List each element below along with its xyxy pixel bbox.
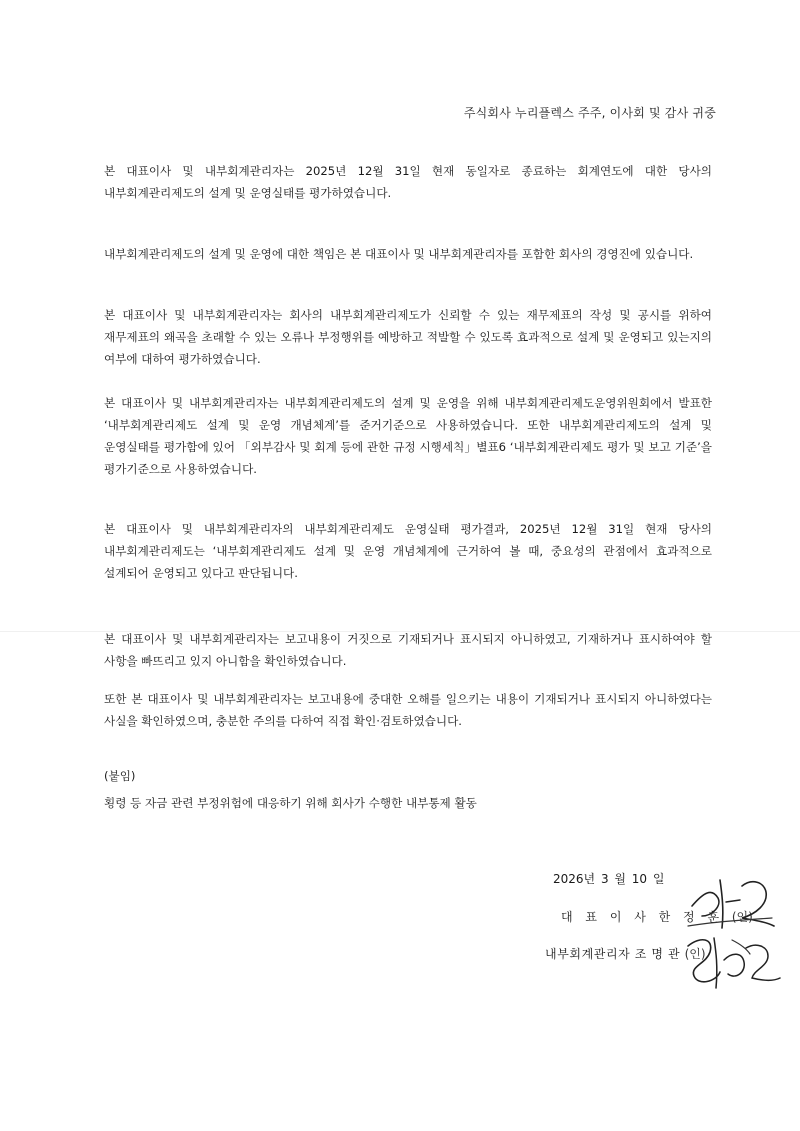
ceo-seal: (인) — [731, 910, 753, 924]
paragraph-scope: 본 대표이사 및 내부회계관리자는 2025년 12월 31일 현재 동일자로 종료하는 회계연도에 대한 당사의 내부회계관리제도의 설계 및 운영실태를 평가하였습니다. — [104, 164, 712, 200]
attachment-item: 횡령 등 자금 관련 부정위험에 대응하기 위해 회사가 수행한 내부통제 활동 — [104, 796, 477, 810]
ceo-signatory — [561, 908, 753, 925]
paragraph-conclusion: 본 대표이사 및 내부회계관리자의 내부회계관리제도 운영실태 평가결과, 2025년 12월 31일 현재 당사의 내부회계관리제도는 ‘내부회계관리제도 설계 및 운영 개념체계에 근거하여 볼 때, 중요성의 관점에서 효과적으로 설계되어 운영되고 있다고 판단됩니다. — [104, 522, 712, 580]
ceo-title-name: 대 표 이 사 한 정 훈 — [561, 910, 724, 924]
paragraph-evaluation-purpose: 본 대표이사 및 내부회계관리자는 회사의 내부회계관리제도가 신뢰할 수 있는 재무제표의 작성 및 공시를 위하여 재무제표의 왜곡을 초래할 수 있는 오류나 부정행위를 예방하고 적발할 수 있도록 효과적으로 설계 및 운영되고 있는지의 여부에 대하여 평가하였습니다. — [104, 308, 712, 366]
paragraph-responsibility: 내부회계관리제도의 설계 및 운영에 대한 책임은 본 대표이사 및 내부회계관리자를 포함한 회사의 경영진에 있습니다. — [104, 247, 694, 261]
paragraph-due-care: 또한 본 대표이사 및 내부회계관리자는 보고내용에 중대한 오해를 일으키는 내용이 기재되거나 표시되지 아니하였다는 사실을 확인하였으며, 충분한 주의를 다하여 직접 확인·검토하였습니다. — [104, 692, 712, 728]
ico-title-name: 내부회계관리자 조 명 관 — [545, 947, 681, 961]
paragraph-criteria: 본 대표이사 및 내부회계관리자는 내부회계관리제도의 설계 및 운영을 위해 내부회계관리제도운영위원회에서 발표한 ‘내부회계관리제도 설계 및 운영 개념체계’를 준거기준으로 사용하였습니다. 또한 내부회계관리제도의 설계 및 운영실태를 평가함에 있어 「외부감사 및 회계 등에 관한 규정 시행세칙」별표6 ‘내부회계관리제도 평가 및 보고 기준’을 평가기준으로 사용하였습니다. — [104, 396, 712, 476]
ico-seal: (인) — [684, 947, 706, 961]
report-date: 2026년 3 월 10 일 — [553, 872, 665, 886]
attachment-label: (붙임) — [104, 769, 136, 783]
recipient-line: 주식회사 누리플렉스 주주, 이사회 및 감사 귀중 — [463, 106, 716, 120]
ico-signatory — [545, 945, 706, 962]
paragraph-confirmation: 본 대표이사 및 내부회계관리자는 보고내용이 거짓으로 기재되거나 표시되지 아니하였고, 기재하거나 표시하여야 할 사항을 빠뜨리고 있지 아니함을 확인하였습니다. — [104, 632, 712, 668]
